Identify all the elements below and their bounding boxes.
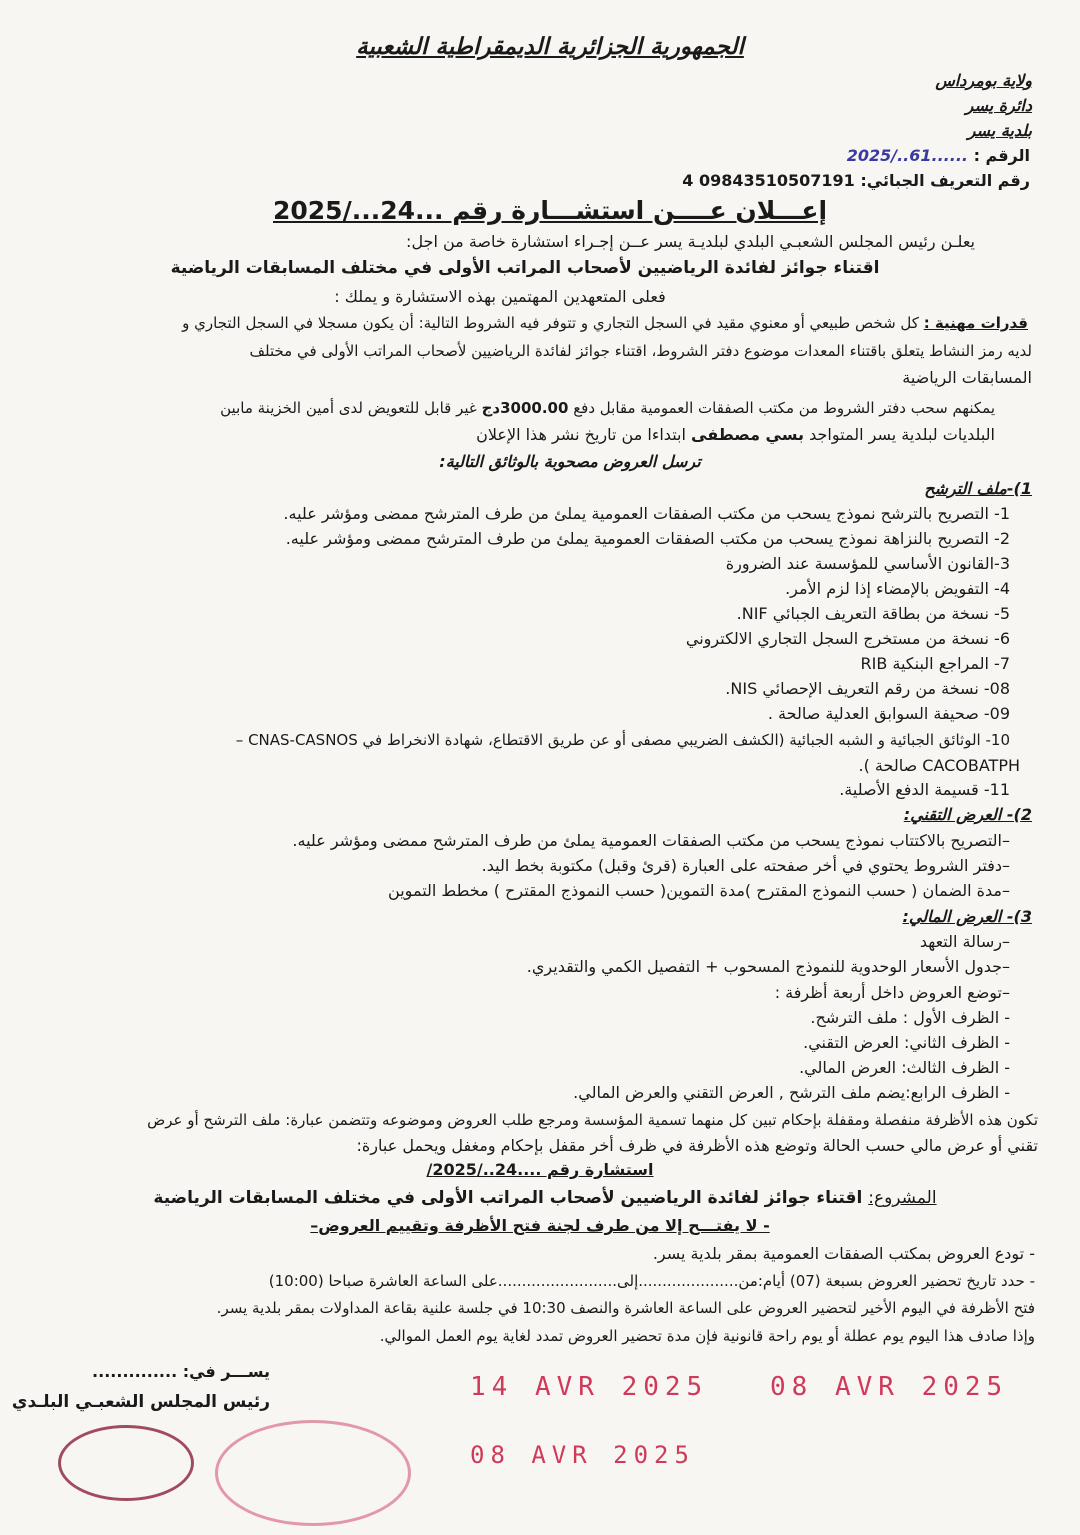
capacity xyxy=(182,312,1028,334)
number-label: الرقم : xyxy=(973,146,1030,165)
project xyxy=(153,1187,936,1209)
text: ابتداءا من تاريخ نشر هذا الإعلان xyxy=(476,425,686,444)
project-label: المشروع: xyxy=(868,1188,937,1208)
date-stamp-signature: 08 AVR 2025 xyxy=(470,1441,695,1469)
signature-place-date: يســـر في: .............. xyxy=(92,1362,270,1381)
list-item: 2- التصريح بالنزاهة نموذج يسحب من مكتب الصفقات العمومية يملئ من طرف المترشح ممضى ومؤشر عليه. xyxy=(285,529,1010,548)
list-item: 11- قسيمة الدفع الأصلية. xyxy=(839,780,1010,799)
closing-line1: - تودع العروض بمكتب الصفقات العمومية بمقر بلدية يسر. xyxy=(652,1244,1035,1263)
do-not-open: - لا يفتـــح إلا من طرف لجنة فتح الأظرفة وتقييم العروض– xyxy=(310,1216,770,1235)
list-item: - الظرف الرابع:يضم ملف الترشح , العرض التقني والعرض المالي. xyxy=(573,1083,1010,1102)
closing-line4: وإذا صادف هذا اليوم يوم عطلة أو يوم راحة قانونية فإن مدة تحضير العروض تمدد لغاية يوم العمل الموالي. xyxy=(379,1327,1035,1345)
capacity-label: قدرات مهنية : xyxy=(923,314,1028,332)
text: البلديات لبلدية يسر المتواجد xyxy=(809,425,995,444)
date-stamp-to: 08 AVR 2025 xyxy=(770,1372,1009,1402)
list-item: –جدول الأسعار الوحدوية للنموذج المسحوب + التفصيل الكمي والتقديري. xyxy=(526,957,1010,976)
capacity-line3: المسابقات الرياضية xyxy=(902,368,1032,387)
fee-amount: 3000.00دج xyxy=(481,399,569,417)
list-item: 1- التصريح بالترشح نموذج يسحب من مكتب الصفقات العمومية يملئ من طرف المترشح ممضى ومؤشر عليه. xyxy=(283,504,1010,523)
list-item: 5- نسخة من بطاقة التعريف الجبائي NIF. xyxy=(736,604,1010,623)
tax-id xyxy=(682,170,1030,192)
project-text: اقتناء جوائز لفائدة الرياضيين لأصحاب المراتب الأولى في مختلف المسابقات الرياضية xyxy=(153,1188,863,1208)
list-item: 3-القانون الأساسي للمؤسسة عند الضرورة xyxy=(725,554,1010,573)
capacity-line2: لديه رمز النشاط يتعلق باقتناء المعدات موضوع دفتر الشروط، اقتناء جوائز لفائدة الرياضيين لأصحاب المراتب الأولى في مختلف xyxy=(249,342,1032,360)
withdraw-line1 xyxy=(220,397,995,419)
list-item: - الظرف الثالث: العرض المالي. xyxy=(799,1058,1010,1077)
intro-line2: فعلى المتعهدين المهتمين بهذه الاستشارة و يملك : xyxy=(334,287,666,306)
signature-scribble xyxy=(58,1425,194,1501)
section-heading: 3)- العرض المالي: xyxy=(902,907,1032,926)
withdraw-line2 xyxy=(476,424,995,446)
tax-id-label: رقم التعريف الجبائي: xyxy=(860,171,1030,190)
closing-line3: فتح الأظرفة في اليوم الأخير لتحضير العروض على الساعة العاشرة والنصف 10:30 في جلسة علنية بقاعة المداولات بمقر بلدية يسر. xyxy=(216,1299,1035,1317)
list-item: 4- التفويض بالإمضاء إذا لزم الأمر. xyxy=(785,579,1010,598)
tax-id-value: 09843510507191 4 xyxy=(682,171,855,190)
list-item: –دفتر الشروط يحتوي في أخر صفحته على العبارة (قرئ وقبل) مكتوبة بخط اليد. xyxy=(481,856,1010,875)
date-stamp-from: 14 AVR 2025 xyxy=(470,1372,709,1402)
text: يمكنهم سحب دفتر الشروط من مكتب الصفقات العمومية مقابل دفع xyxy=(573,399,995,417)
consult-number: استشارة رقم ....24../2025/ xyxy=(426,1160,654,1179)
treasurer-name: بسي مصطفى xyxy=(691,425,805,444)
envelopes-line1: تكون هذه الأظرفة منفصلة ومقفلة بإحكام تبين كل منهما تسمية المؤسسة ومرجع طلب العروض وموضوعه وتتضمن عبارة: ملف الترشح أو عرض xyxy=(147,1111,1038,1129)
closing-line2: - حدد تاريخ تحضير العروض بسبعة (07) أيام:من.....................إلى.........................على الساعة العاشرة صباحا (10:00) xyxy=(268,1272,1035,1290)
list-item: 10- الوثائق الجبائية و الشبه الجبائية (الكشف الضريبي مصفى أو عن طريق الاقتطاع، شهادة الانخراط في CNAS-CASNOS – xyxy=(235,731,1010,749)
list-item: –توضع العروض داخل أربعة أظرفة : xyxy=(774,983,1010,1002)
republic-title: الجمهورية الجزائرية الديمقراطية الشعبية xyxy=(356,34,744,60)
list-item: - الظرف الأول : ملف الترشح. xyxy=(810,1008,1010,1027)
list-item: 7- المراجع البنكية RIB xyxy=(860,654,1010,673)
number-value: ......61../2025 xyxy=(846,146,968,165)
section-heading: 2)- العرض التقني: xyxy=(903,805,1032,824)
capacity-text: كل شخص طبيعي أو معنوي مقيد في السجل التجاري و تتوفر فيه الشروط التالية: أن يكون مسجلا في السجل التجاري و xyxy=(182,314,919,332)
subject: اقتناء جوائز لفائدة الرياضيين لأصحاب المراتب الأولى في مختلف المسابقات الرياضية xyxy=(170,258,880,278)
list-item: CACOBATPH صالحة ). xyxy=(858,756,1020,775)
list-item: –رسالة التعهد xyxy=(919,932,1010,951)
list-item: 08- نسخة من رقم التعريف الإحصائي NIS. xyxy=(725,679,1010,698)
text: غير قابل للتعويض لدى أمين الخزينة مابين xyxy=(220,399,477,417)
section-heading: 1)-ملف الترشح xyxy=(924,479,1032,498)
wilaya: ولاية بومرداس xyxy=(935,71,1032,90)
baladiya: بلدية يسر xyxy=(967,121,1032,140)
reference-number xyxy=(847,145,1030,167)
daira: دائرة يسر xyxy=(965,96,1032,115)
list-item: –مدة الضمان ( حسب النموذج المقترح )مدة التموين( حسب النموذج المقترح ) مخطط التموين xyxy=(388,881,1010,900)
municipal-seal xyxy=(215,1420,411,1526)
page-title: إعـــلان عــــن استشـــارة رقم ...24.../2025 xyxy=(272,196,828,225)
signatory: رئيس المجلس الشعبـي البلـدي xyxy=(11,1392,270,1412)
intro-line: يعلـن رئيس المجلس الشعبـي البلدي لبلديـة يسر عــن إجـراء استشارة خاصة من اجل: xyxy=(406,232,975,251)
list-item: –التصريح بالاكتتاب نموذج يسحب من مكتب الصفقات العمومية يملئ من طرف المترشح ممضى ومؤشر عليه. xyxy=(292,831,1010,850)
send-offers: ترسل العروض مصحوبة بالوثائق التالية: xyxy=(439,452,701,471)
envelopes-line2: تقني أو عرض مالي حسب الحالة وتوضع هذه الأظرفة في ظرف أخر مقفل بإحكام ومغفل ويحمل عبارة: xyxy=(356,1136,1038,1155)
list-item: 6- نسخة من مستخرج السجل التجاري الالكتروني xyxy=(685,629,1010,648)
list-item: 09- صحيفة السوابق العدلية صالحة . xyxy=(767,704,1010,723)
list-item: - الظرف الثاني: العرض التقني. xyxy=(803,1033,1010,1052)
